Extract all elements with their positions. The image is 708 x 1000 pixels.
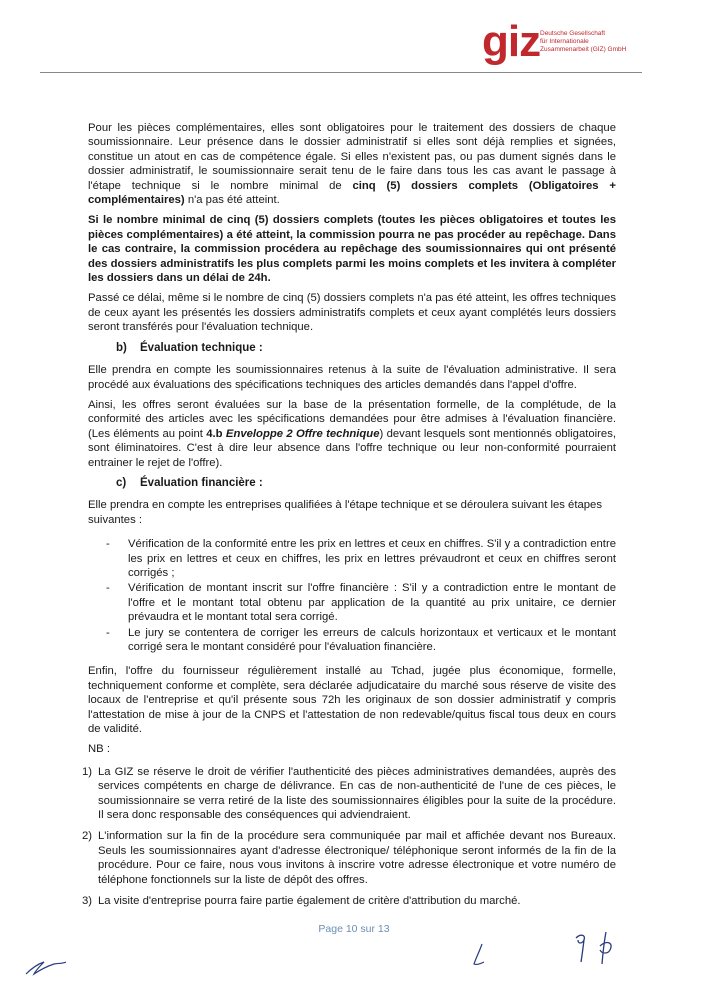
list-item <box>82 894 616 908</box>
list-item-text: Le jury se contentera de corriger les erreurs de calculs horizontaux et verticaux et le montant corrigé sera le montant considéré pour l'évaluation financière. <box>128 626 616 653</box>
p1-bold-text: cinq (5) dossiers complets (Obligatoires + complémentaires) <box>88 179 616 207</box>
list-item-text: La visite d'entreprise pourra faire partie également de critère d'attribution du marché. <box>98 895 521 908</box>
org-line-2: für Internationale <box>540 38 589 45</box>
list-item <box>82 765 616 823</box>
initials-signature-middle <box>468 940 492 970</box>
paragraph-repechage: Si le nombre minimal de cinq (5) dossiers complets (toutes les pièces obligatoires et toutes les pièces complémentaires) a été atteint, la commission pourra ne pas procéder au repêchage. Dans le cas contraire, la commission procédera au repêchage des soumissionnaires qui ont présenté des dossiers administratifs les plus complets parmi les moins complets et les invitera à compléter les dossiers dans un délai de 24h. <box>88 214 617 285</box>
header-rule <box>40 72 642 73</box>
paragraph-delay: Passé ce délai, même si le nombre de cinq (5) dossiers complets n'a pas été atteint, les offres techniques de ceux ayant les présentés les dossiers administratifs complets et ceux ayant complétés leurs dossiers seront transférés pour l'évaluation technique. <box>88 292 616 334</box>
document-body <box>82 121 617 916</box>
list-number: 1) <box>82 765 93 778</box>
list-item <box>82 829 616 887</box>
p1-text: Pour les pièces complémentaires, elles sont obligatoires pour le traitement des dossiers de chaque soumissionnaire. Leur présence dans le dossier administratif si elles sont déjà remplies et signées, constitue un atout en cas de compétence égale. Si elles n'existent pas, ou pas dument signés dans le dossier administratif, le soumissionnaire serait tenu de le faire dans tous les cas avant le passage à l'étape technique si le nombre minimal de <box>88 122 616 192</box>
dash-marker: - <box>106 626 110 639</box>
org-line-3: Zusammenarbeit (GIZ) GmbH <box>540 46 627 53</box>
list-item <box>88 626 616 655</box>
p5-bold-italic: Enveloppe 2 Offre technique <box>222 427 380 440</box>
heading-b-label: b) <box>116 341 127 354</box>
list-item <box>88 581 616 624</box>
page-header <box>0 0 708 80</box>
p1-end-text: n'a pas été atteint. <box>184 194 280 207</box>
heading-b-title: Évaluation technique : <box>140 341 263 354</box>
list-number: 3) <box>82 895 93 908</box>
list-item-text: Vérification de la conformité entre les prix en lettres et ceux en chiffres. S'il y a contradiction entre les prix en lettres et ceux en chiffres, les prix en lettres prévaudront et ceux en chiffres seront corrigés ; <box>128 538 616 579</box>
heading-technical-evaluation <box>116 341 616 355</box>
heading-c-title: Évaluation financière : <box>140 476 263 489</box>
giz-logo-mark: giz <box>482 17 541 66</box>
initials-signature-right <box>570 928 622 968</box>
p5-bold: 4.b <box>206 427 223 440</box>
heading-c-label: c) <box>116 476 127 489</box>
nb-numbered-list <box>82 765 616 909</box>
p5-text-b: ) devant lesquels sont mentionnés obligatoires, sont éliminatoires. C'est à dire leur absence dans l'offre technique ou leur non-conformité pourraient entrainer le rejet de l'offre). <box>88 427 617 469</box>
list-number: 2) <box>82 830 93 843</box>
p5-text-a: Ainsi, les offres seront évaluées sur la base de la présentation formelle, de la complétude, de la conformité des articles avec les spécifications demandées pour être admises à l'évaluation financière. (Les éléments au point <box>88 398 616 440</box>
giz-org-name <box>540 30 626 54</box>
page-number: Page 10 sur 13 <box>318 923 390 935</box>
dash-marker: - <box>106 538 110 551</box>
org-line-1: Deutsche Gesellschaft <box>540 30 606 37</box>
heading-financial-evaluation <box>116 476 616 490</box>
dash-marker: - <box>106 582 110 595</box>
list-item-text: L'information sur la fin de la procédure sera communiquée par mail et affichée devant nos Bureaux. Seuls les soumissionnaires ayant d'adresse électronique/ téléphonique seront informés de la fin de la procédure. Pour ce faire, nous vous invitons à inscrire votre adresse électronique et votre numéro de téléphone fonctionnels sur la liste de dépôt des offres. <box>98 830 616 886</box>
financial-steps-list <box>88 537 616 654</box>
list-item-text: La GIZ se réserve le droit de vérifier l'authenticité des pièces administratives demandées, auprès des services compétents en charge de délivrance. En cas de non-authenticité de l'une de ces pièces, le soumissionnaire se verra retiré de la liste des soumissionnaires éligibles pour la suite de la procédure. Il sera donc responsable des conséquences qui adviendraient. <box>98 765 616 822</box>
paragraph-financial-intro: Elle prendra en compte les entreprises qualifiées à l'étape technique et se déroulera suivant les étapes suivantes : <box>88 499 602 526</box>
list-item-text: Vérification de montant inscrit sur l'offre financière : S'il y a contradiction entre le montant de l'offre et le montant total obtenu par application de la quantité au prix unitaire, ce dernier prévaudra et le montant total sera corrigé. <box>128 582 616 624</box>
initials-signature-left <box>22 950 70 980</box>
paragraph-technical-2 <box>88 398 616 470</box>
nb-label: NB : <box>88 743 110 756</box>
list-item <box>88 537 616 580</box>
giz-logo <box>482 17 642 70</box>
paragraph-technical-1: Elle prendra en compte les soumissionnaires retenus à la suite de l'évaluation administrative. Il sera procédé aux évaluations des spécifications techniques des articles demandés dans l'appel d'offre. <box>88 364 616 391</box>
paragraph-award: Enfin, l'offre du fournisseur régulièrement installé au Tchad, jugée plus économique, formelle, techniquement conforme et complète, sera déclarée adjudicataire du marché sous réserve de visite des locaux de l'entreprise et qu'il présente sous 72h les originaux de son dossier administratif y compris l'attestation de mise à jour de la CNPS et l'attestation de non redevable/quitus fiscal tous deux en cours de validité. <box>88 665 616 736</box>
paragraph-complementary-pieces <box>88 121 616 207</box>
